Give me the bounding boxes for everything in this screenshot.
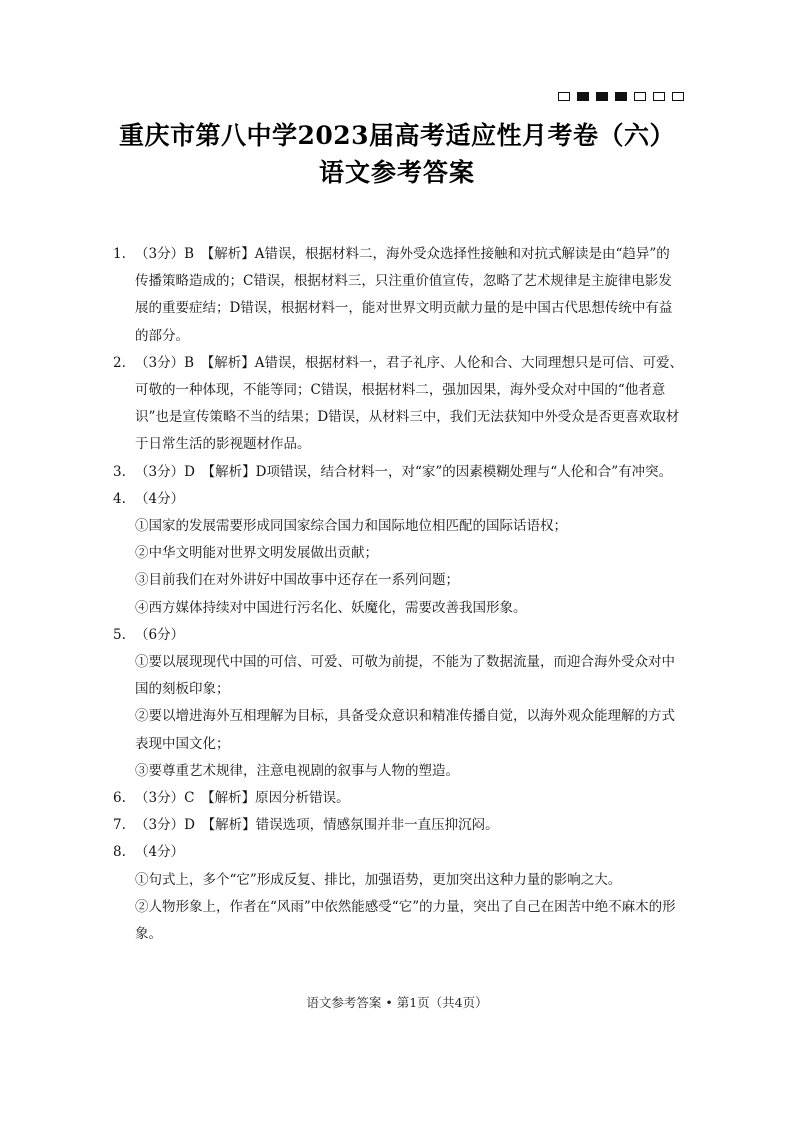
header-mark bbox=[577, 92, 589, 101]
question-answer: （4分） bbox=[135, 844, 185, 861]
question-number: 1. bbox=[113, 246, 126, 262]
answer-point: ②要以增进海外互相理解为目标，具备受众意识和精准传播自觉，以海外观众能理解的方式表现中国文化； bbox=[135, 708, 675, 752]
question-7 bbox=[113, 812, 683, 839]
answer-point: ②人物形象上，作者在“风雨”中依然能感受“它”的力量，突出了自己在困苦中绝不麻木的形象。 bbox=[135, 898, 676, 943]
question-number: 4. bbox=[113, 490, 126, 507]
answer-point: ①国家的发展需要形成同国家综合国力和国际地位相匹配的国际话语权； bbox=[135, 518, 567, 535]
question-answer: （4分） bbox=[135, 490, 185, 507]
page-subtitle: 语文参考答案 bbox=[318, 158, 475, 187]
answer-point: ③要尊重艺术规律，注意电视剧的叙事与人物的塑造。 bbox=[135, 762, 459, 779]
header-mark bbox=[672, 92, 684, 101]
answer-point: ②中华文明能对世界文明发展做出贡献； bbox=[135, 545, 378, 562]
page-footer: 语文参考答案 • 第1页（共4页） bbox=[306, 995, 488, 1010]
answer-point: ③目前我们在对外讲好中国故事中还存在一系列问题； bbox=[135, 572, 459, 589]
header-marks bbox=[558, 92, 684, 101]
question-answer: （3分）D 【解析】错误选项，情感氛围并非一直压抑沉闷。 bbox=[135, 817, 499, 834]
question-5 bbox=[113, 622, 683, 785]
header-mark bbox=[634, 92, 646, 101]
question-8 bbox=[113, 839, 683, 948]
question-number: 2. bbox=[113, 354, 126, 371]
question-answer: （3分）B 【解析】A错误，根据材料一，君子礼序、人伦和合、大同理想只是可信、可爱、可敬的一种体现，不能等同；C错误，根据材料二，强加因果，海外受众对中国的“他者意识”也是宣传策略不当的结果；D错误，从材料三中，我们无法获知中外受众是否更喜欢取材于日常生活的影视题材作品。 bbox=[135, 354, 684, 453]
question-3 bbox=[113, 459, 683, 486]
question-number: 7. bbox=[113, 817, 126, 834]
question-number: 3. bbox=[113, 463, 126, 480]
question-4 bbox=[113, 486, 683, 622]
question-number: 8. bbox=[113, 844, 126, 861]
question-answer: （3分）B 【解析】A错误，根据材料二，海外受众选择性接触和对抗式解读是由“趋异”的传播策略造成的；C错误，根据材料三，只注重价值宣传，忽略了艺术规律是主旋律电影发展的重要症结；D错误，根据材料一，能对世界文明贡献力量的是中国古代思想传统中有益的部分。 bbox=[135, 246, 673, 344]
question-1 bbox=[113, 241, 683, 350]
header-mark bbox=[558, 92, 570, 101]
question-answer: （3分）C 【解析】原因分析错误。 bbox=[135, 790, 350, 807]
question-answer: （6分） bbox=[135, 626, 185, 643]
answer-list bbox=[113, 241, 683, 948]
question-2 bbox=[113, 350, 683, 459]
question-number: 6. bbox=[113, 790, 126, 807]
question-6 bbox=[113, 785, 683, 812]
header-mark bbox=[653, 92, 665, 101]
answer-point: ①要以展现现代中国的可信、可爱、可敬为前提，不能为了数据流量，而迎合海外受众对中国的刻板印象； bbox=[135, 654, 675, 698]
header-mark bbox=[615, 92, 627, 101]
question-number: 5. bbox=[113, 626, 126, 643]
answer-point: ①句式上，多个“它”形成反复、排比，加强语势，更加突出这种力量的影响之大。 bbox=[135, 871, 622, 888]
answer-point: ④西方媒体持续对中国进行污名化、妖魔化，需要改善我国形象。 bbox=[135, 599, 527, 616]
page-title: 重庆市第八中学2023届高考适应性月考卷（六） bbox=[118, 121, 676, 150]
header-mark bbox=[596, 92, 608, 101]
question-answer: （3分）D 【解析】D项错误，结合材料一，对“家”的因素模糊处理与“人伦和合”有冲突。 bbox=[135, 463, 673, 480]
